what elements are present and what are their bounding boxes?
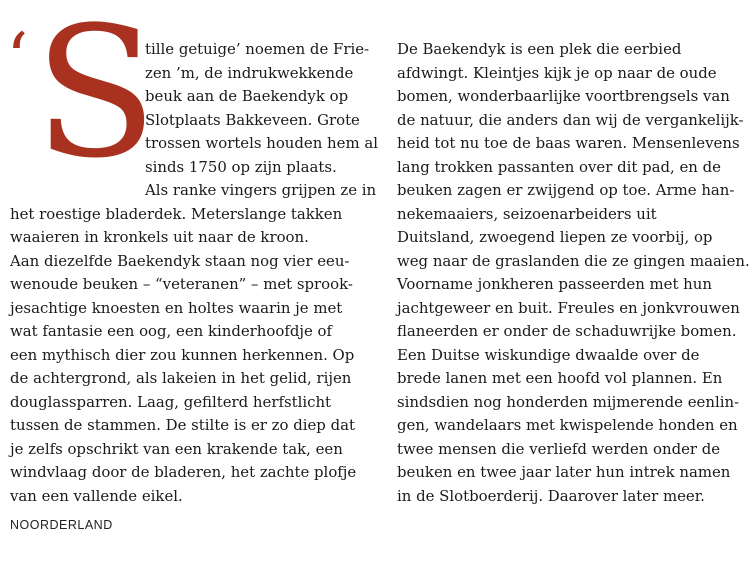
text-line: Duitsland, zwoegend liepen ze voorbij, op [397, 228, 713, 246]
text-line: flaneerden er onder de schaduwrijke bomen. [397, 322, 737, 340]
text-line: wenoude beuken – “veteranen” – met sprook- [10, 275, 353, 293]
text-line: van een vallende eikel. [10, 486, 183, 505]
text-line: sinds 1750 op zijn plaats. [145, 157, 337, 176]
text-line: nekemaaiers, seizoenarbeiders uit [397, 204, 657, 223]
text-line: bomen, wonderbaarlijke voortbrengsels van [397, 87, 730, 105]
text-line: wat fantasie een oog, een kinderhoofdje of [10, 322, 332, 340]
text-line: windvlaag door de bladeren, het zachte plofje [10, 463, 357, 481]
text-line: beuken zagen er zwijgend op toe. Arme han- [397, 181, 735, 199]
text-line: tussen de stammen. De stilte is er zo diep dat [10, 416, 355, 434]
text-line: Voorname jonkheren passeerden met hun [397, 275, 712, 293]
text-line: de natuur, die anders dan wij de vergankelijk- [397, 110, 744, 129]
right-column [397, 38, 750, 508]
text-line: twee mensen die verliefd werden onder de [397, 439, 721, 458]
text-line: Een Duitse wiskundige dwaalde over de [397, 345, 700, 364]
text-line: afdwingt. Kleintjes kijk je op naar de oude [397, 63, 717, 82]
text-line: jesachtige knoesten en holtes waarin je met [10, 298, 343, 317]
text-line: het roestige bladerdek. Meterslange takken [10, 204, 343, 223]
text-line: heid tot nu toe de baas waren. Mensenlevens [397, 134, 740, 152]
left-column-cap-lines [0, 38, 385, 203]
text-line: trossen wortels houden hem al [145, 134, 378, 152]
text-line: beuken en twee jaar later hun intrek namen [397, 463, 731, 481]
text-line: jachtgeweer en buit. Freules en jonkvrouwen [397, 298, 740, 317]
text-line: je zelfs opschrikt van een krakende tak, een [10, 439, 343, 458]
text-line: Aan diezelfde Baekendyk staan nog vier eeu- [10, 251, 350, 270]
drop-cap-quote: ‘ [6, 18, 29, 100]
text-line: beuk aan de Baekendyk op [145, 87, 349, 105]
text-line: weg naar de graslanden die ze gingen maaien. [397, 251, 750, 270]
text-line: sindsdien nog honderden mijmerende eenlin- [397, 392, 740, 411]
text-line: gen, wandelaars met kwispelende honden en [397, 416, 738, 434]
section-footer: NOORDERLAND [10, 518, 113, 532]
text-line: tille getuige’ noemen de Frie- [145, 40, 370, 58]
left-column-body [0, 203, 385, 509]
left-column [0, 38, 385, 508]
text-line: De Baekendyk is een plek die eerbied [397, 40, 682, 58]
text-line: zen ’m, de indrukwekkende [145, 63, 354, 82]
text-line: waaieren in kronkels uit naar de kroon. [10, 228, 309, 246]
text-line: de achtergrond, als lakeien in het gelid, rijen [10, 369, 352, 387]
drop-cap-letter: S [34, 0, 158, 198]
text-line: Slotplaats Bakkeveen. Grote [145, 110, 360, 129]
text-line: Als ranke vingers grijpen ze in [145, 181, 377, 199]
text-line: een mythisch dier zou kunnen herkennen. Op [10, 345, 355, 364]
text-line: douglassparren. Laag, gefilterd herfstlicht [10, 392, 332, 411]
text-line: in de Slotboerderij. Daarover later meer. [397, 486, 705, 505]
text-line: lang trokken passanten over dit pad, en de [397, 157, 721, 176]
text-line: brede lanen met een hoofd vol plannen. En [397, 369, 723, 387]
